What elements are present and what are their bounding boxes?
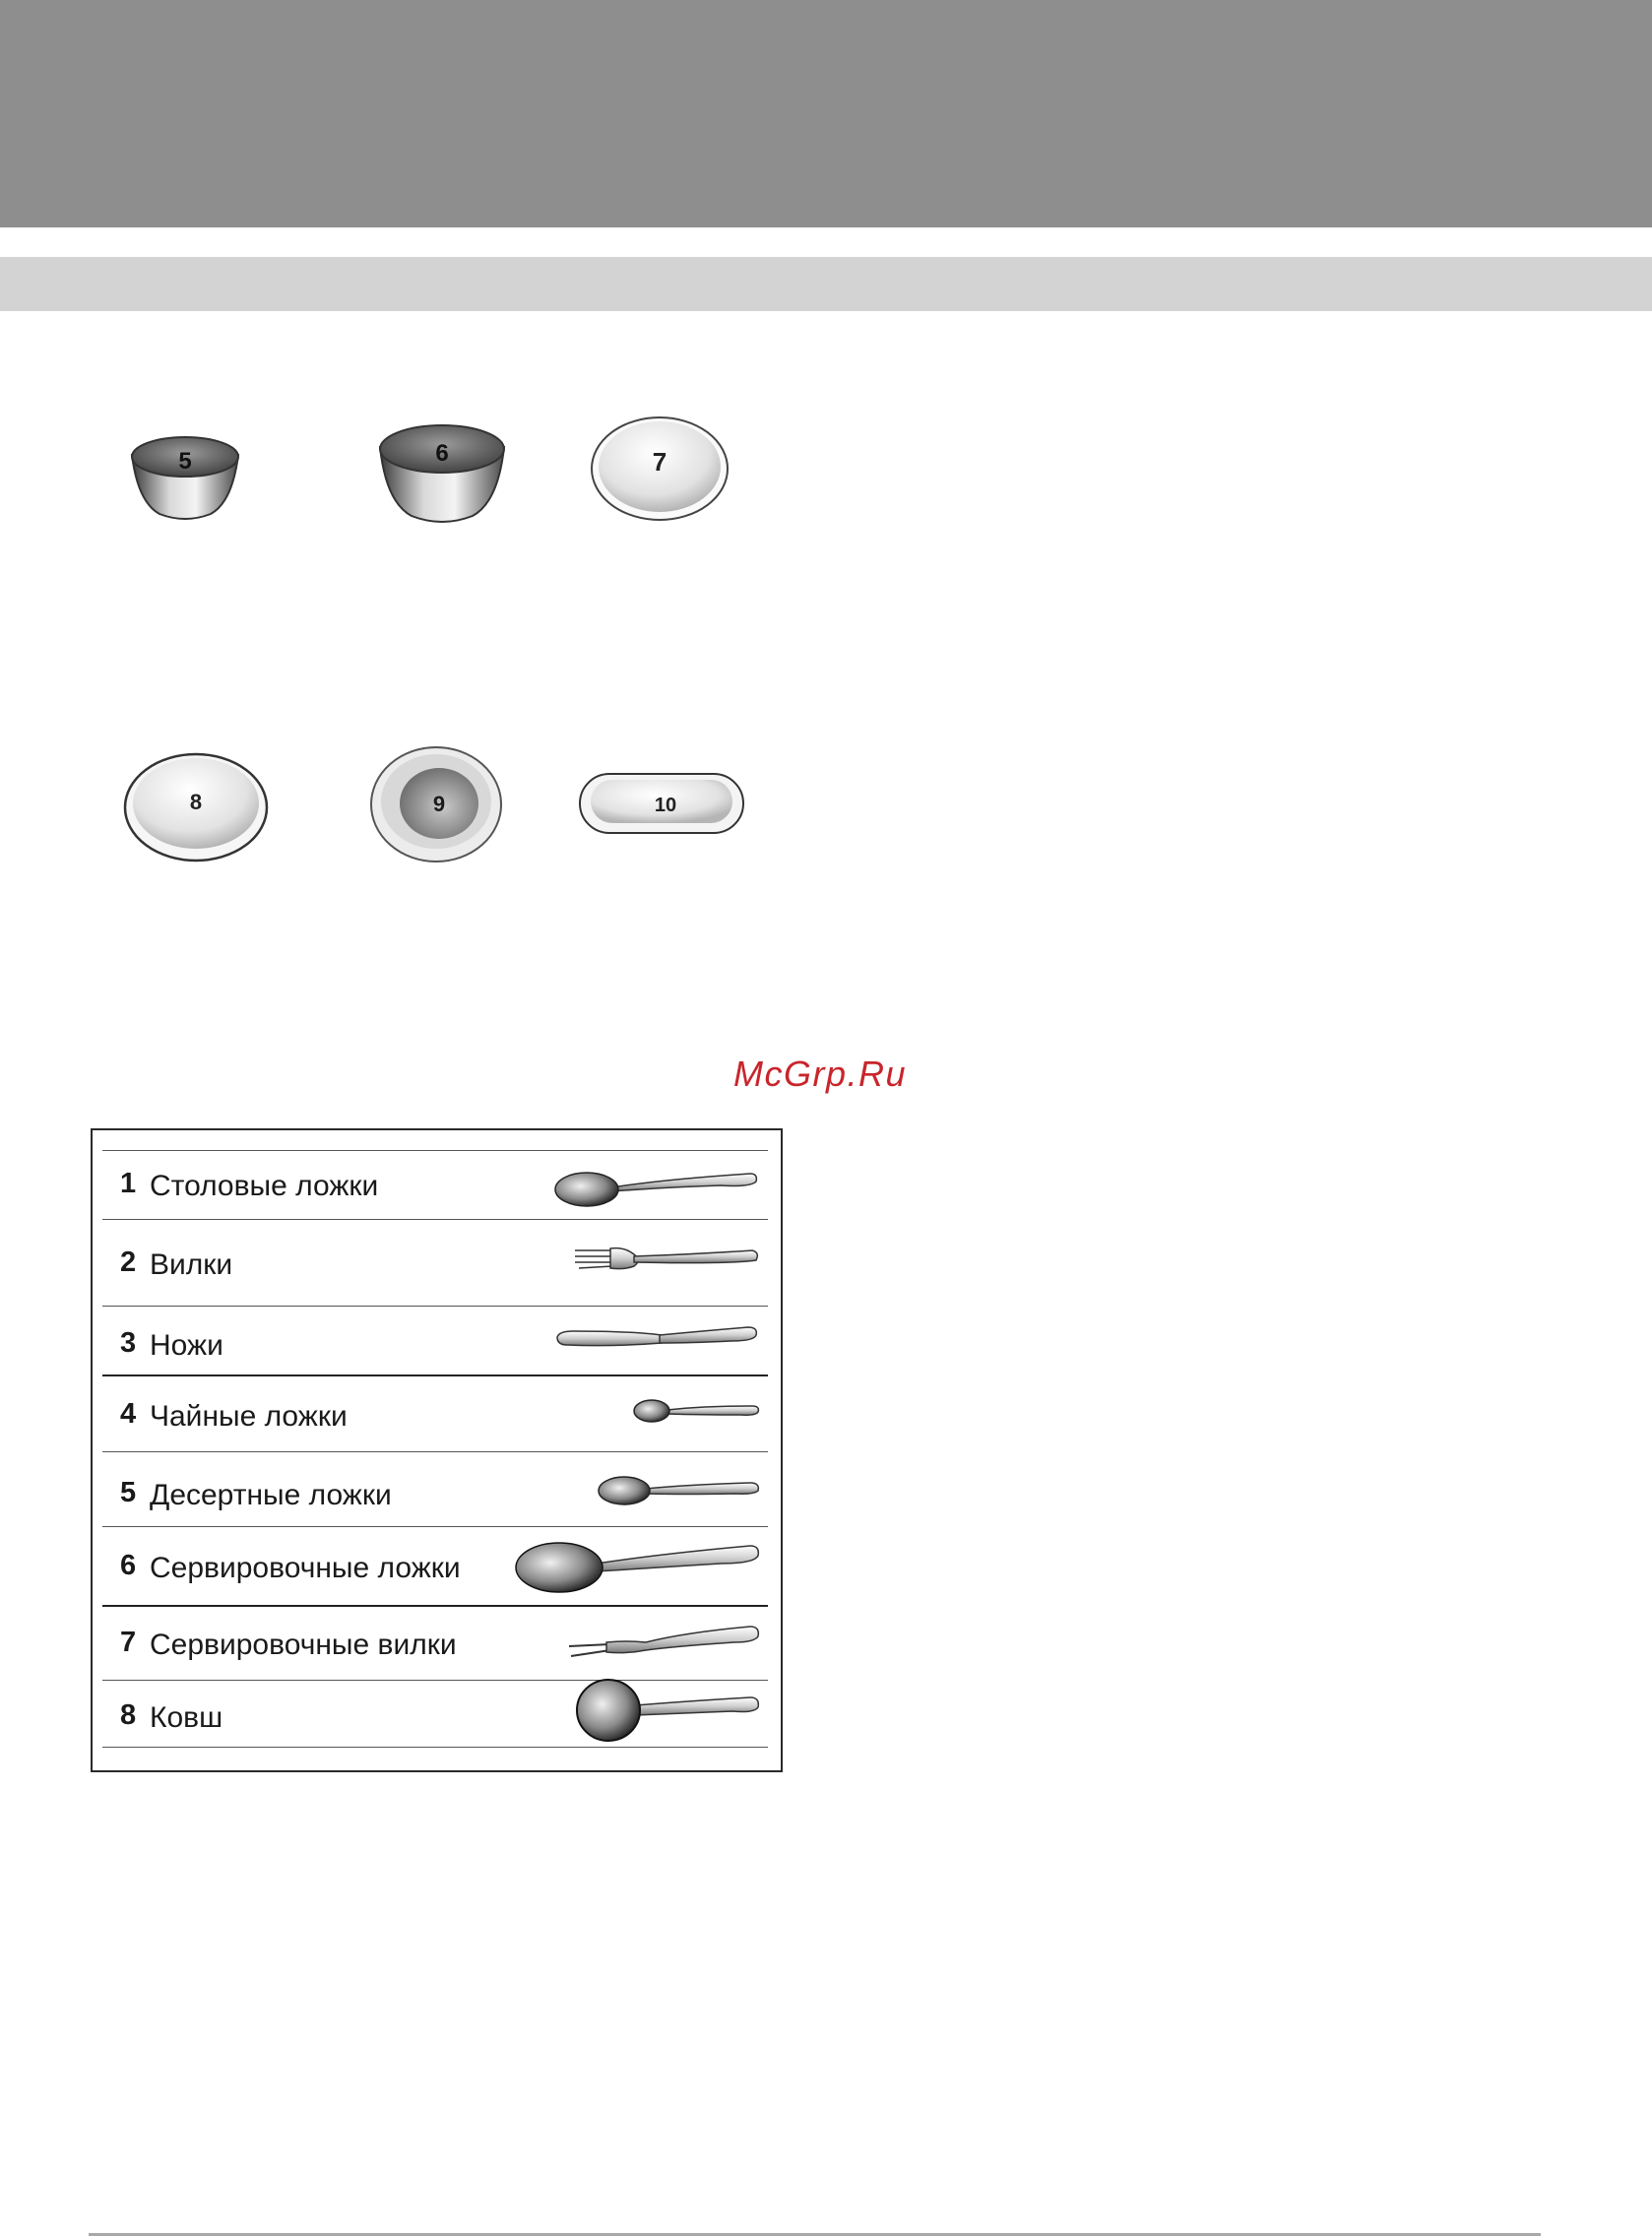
item-label: Десертные ложки — [150, 1479, 392, 1511]
item-label: Сервировочные ложки — [150, 1552, 461, 1584]
item-label: Чайные ложки — [150, 1400, 348, 1433]
list-item — [102, 1546, 768, 1585]
dish-large-bowl — [376, 421, 508, 528]
list-item — [102, 1243, 768, 1282]
dish-platter — [122, 748, 270, 863]
item-label: Сервировочные вилки — [150, 1629, 457, 1661]
header-band — [0, 0, 1652, 227]
item-number: 8 — [120, 1699, 137, 1731]
divider — [102, 1306, 768, 1307]
list-item — [102, 1695, 768, 1735]
cutlery-legend — [91, 1128, 783, 1772]
item-label: Ножи — [150, 1329, 223, 1362]
item-number: 3 — [120, 1327, 137, 1359]
list-item — [102, 1394, 768, 1434]
dish-deep-plate — [368, 744, 504, 864]
dish-small-bowl — [128, 433, 242, 524]
dish-flat-plate — [589, 414, 731, 522]
section-band — [0, 257, 1652, 311]
list-item — [102, 1323, 768, 1363]
item-number: 7 — [120, 1627, 137, 1658]
list-item — [102, 1473, 768, 1512]
serving-fork-icon — [567, 1617, 760, 1669]
knife-icon — [553, 1317, 760, 1362]
divider — [102, 1526, 768, 1527]
item-number: 2 — [120, 1246, 137, 1278]
item-label: Столовые ложки — [150, 1170, 379, 1202]
item-label: Ковш — [150, 1701, 223, 1734]
footer-rule — [89, 2233, 1541, 2236]
divider — [102, 1451, 768, 1452]
dish-number: 8 — [189, 790, 203, 814]
divider — [102, 1747, 768, 1748]
item-number: 1 — [120, 1168, 137, 1199]
item-number: 5 — [120, 1477, 137, 1508]
item-number: 6 — [120, 1550, 137, 1581]
divider — [102, 1605, 768, 1607]
watermark: McGrp.Ru — [733, 1054, 908, 1094]
dessert-spoon-icon — [597, 1467, 760, 1513]
teaspoon-icon — [632, 1388, 760, 1433]
item-number: 4 — [120, 1398, 137, 1430]
item-label: Вилки — [150, 1248, 233, 1281]
serving-spoon-icon — [514, 1534, 760, 1600]
dish-number: 5 — [178, 448, 192, 475]
divider — [102, 1374, 768, 1376]
list-item — [102, 1623, 768, 1662]
list-item — [102, 1164, 768, 1203]
divider — [102, 1219, 768, 1220]
dish-number: 10 — [654, 795, 677, 816]
dish-number: 7 — [652, 447, 667, 477]
ladle-icon — [575, 1676, 760, 1750]
dish-number: 9 — [432, 792, 446, 816]
divider — [102, 1150, 768, 1151]
dish-number: 6 — [435, 440, 449, 467]
dish-oval — [577, 770, 746, 837]
tablespoon-icon — [553, 1158, 760, 1218]
fork-icon — [573, 1237, 760, 1281]
